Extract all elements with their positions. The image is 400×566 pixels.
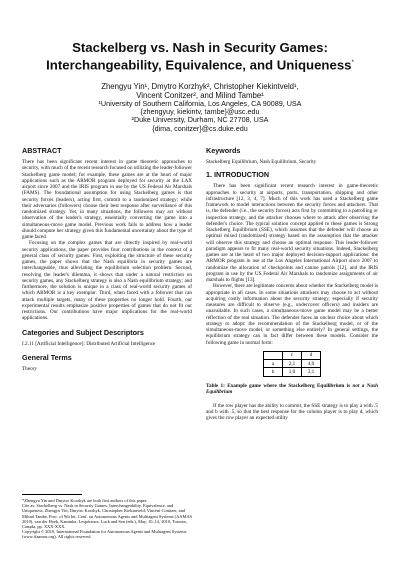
affiliation-usc: ¹University of Southern California, Los Angeles, CA 90089, USA xyxy=(98,99,302,108)
table-cell: c xyxy=(283,351,302,359)
caption-prefix: Table 1: Example game where the Stackelberg Equilibrium is xyxy=(206,382,351,389)
email-usc: {zhengyuy, kiekintv, tambe}@usc.edu xyxy=(140,107,260,117)
intro-paragraph-2: However, there are legitimate concerns about whether the Stackelberg model is appropriate in all cases. In some situations attackers may choose to act without acquiring costly information about the security strategy, especially if security measures are difficult to observe (e.g., undercover officers) and insiders are unavailable. In such cases, a simultaneous-move game model may be a better reflection of the real situation. The defender faces an unclear choice about which strategy to adopt: the recommendation of the Stackelberg model, or of the simultaneous-move model, or something else entirely? In general settings, the equilibrium strategy can in fact differ between these models. Consider the following game in normal form: xyxy=(206,283,378,346)
table-cell: b xyxy=(264,368,283,376)
footnote-block xyxy=(22,494,192,540)
title-footnote-mark: * xyxy=(351,59,354,66)
email-duke: {dima, conitzer}@cs.duke.edu xyxy=(152,123,248,133)
footnote-copyright: Copyright © 2010, International Foundation for Autonomous Agents and Multiagent Systems (www.ifaamas.org). All rights reserved. xyxy=(22,529,187,540)
footnote-rule xyxy=(22,494,82,495)
table-cell xyxy=(264,351,283,359)
paper-title xyxy=(20,40,380,72)
caption-suffix: not a Nash Equilibrium xyxy=(206,382,378,395)
categories-text: I.2.11 [Artificial Intelligence]: Distributed Artificial Intelligence xyxy=(22,340,156,347)
categories-heading: Categories and Subject Descriptors xyxy=(22,327,144,337)
intro-paragraph-3: If the row player has the ability to commit, the SSE strategy is to play a with .5 and b with .5, so that the best response for the column player is to play d, which gives the row player an expected utility xyxy=(206,402,378,422)
abstract-paragraph-1: There has been significant recent interest in game theoretic approaches to security, with much of the recent research focused on utilizing the leader-follower Stackelberg game model; for example, these games are at the heart of major applications such as the ARMOR program deployed for security at the LAX airport since 2007 and the IRIS program in use by the US Federal Air Marshals (FAMS). The foundational assumption for using Stackelberg games is that security forces (leaders), acting first, commit to a randomized strategy; while their adversaries (followers) choose their best response after surveillance of this randomized strategy. Yet, in many situations, the followers may act without observation of the leader's strategy, essentially converting the game into a simultaneous-move game model. Previous work fails to address how a leader should compute her strategy given this fundamental uncertainty about the type of game faced. xyxy=(22,159,192,240)
general-terms-text: Theory xyxy=(22,365,37,372)
title-line-2: Interchangeability, Equivalence, and Uniqueness xyxy=(46,56,352,72)
abstract-paragraph-2: Focusing on the complex games that are directly inspired by real-world security applications, the paper provides four contributions in the context of a general class of security games. First, exploiting the structure of these security games, the paper shows that the Nash equilibria in security games are interchangeable, thus alleviating the equilibrium selection problem. Second, resolving the leader's dilemma, it shows that under a natural restriction on security games, any Stackelberg strategy is also a Nash equilibrium strategy; and furthermore, the solution is unique in a class of real-world security games of which ARMOR is a key exemplar. Third, when faced with a follower that can attack multiple targets, many of these properties no longer hold. Fourth, our experimental results emphasize positive properties of games that do not fit our restrictions. Our contributions have major implications for the real-world applications. xyxy=(22,240,192,322)
general-terms-heading: General Terms xyxy=(22,352,72,362)
table-cell: d xyxy=(302,351,321,359)
footnote-cite: Cite as: Stackelberg vs. Nash in Security Games: Interchangeability, Equivalence, and Uniqueness, Zhengyu Yin, Dmytro Korzhyk, Christopher Kiekintveld, Vincent Conitzer, and Milind Tambe, Proc. of 9th Int. Conf. on Autonomous Agents and Multiagent Systems (AAMAS 2010), van der Hoek, Kaminka, Lespérance, Luck and Sen (eds.), May, 10–14, 2010, Toronto, Canada, pp. XXX-XXX. xyxy=(22,503,192,530)
title-line-1: Stackelberg vs. Nash in Security Games: xyxy=(72,40,328,55)
keywords-heading: Keywords xyxy=(206,146,241,155)
introduction-heading: 1. INTRODUCTION xyxy=(206,170,270,180)
author-names-2: Vincent Conitzer², and Milind Tambe¹ xyxy=(136,91,264,100)
table-caption xyxy=(206,383,378,395)
table-row xyxy=(264,360,321,368)
footnote-authors: *Zhengyu Yin and Dmytro Korzhyk are both first authors of this paper. xyxy=(22,498,148,503)
abstract-heading: ABSTRACT xyxy=(22,146,62,155)
table-cell: 1,0 xyxy=(283,368,302,376)
table-row xyxy=(264,351,321,359)
keywords-text: Stackelberg Equilibrium, Nash Equilibrium, Security xyxy=(206,159,317,165)
intro-paragraph-1: There has been significant recent research interest in game-theoretic approaches to security at airports, ports, transportation, shipping and other infrastructure [12, 3, 4, 7]. Much of this work has used a Stackelberg game framework to model interactions between the security forces and attackers. That is, the defender (i.e., the security forces) acts first by committing to a patrolling or inspection strategy, and the attacker chooses where to attack after observing the defender's choice. The typical solution concept applied to these games is Strong Stackelberg Equilibrium (SSE), which assumes that the defender will choose an optimal mixed (randomized) strategy based on the assumption that the attacker will observe this strategy and choose an optimal response. This leader-follower paradigm appears to fit many real-world security situations. Indeed, Stackelberg games are at the heart of two major deployed decision-support applications: the ARMOR program in use at the Los Angeles International Airport since 2007 to randomize the allocation of checkpoints and canine patrols [12], and the IRIS program in use by the US Federal Air Marshals to randomize assignments of air marshals to flights [13]. xyxy=(206,183,378,283)
table-cell: 4,0 xyxy=(302,360,321,368)
table-cell: a xyxy=(264,360,283,368)
table-row xyxy=(264,368,321,376)
right-column xyxy=(206,147,378,422)
table-cell: 2,1 xyxy=(283,360,302,368)
table-cell: 3,1 xyxy=(302,368,321,376)
game-table xyxy=(263,351,321,377)
left-column xyxy=(22,147,192,372)
categories-section xyxy=(22,329,192,347)
author-block xyxy=(30,82,370,133)
general-terms-section xyxy=(22,354,192,372)
author-names: Zhengyu Yin¹, Dmytro Korzhyk², Christopher Kiekintveld¹, xyxy=(101,82,299,91)
affiliation-duke: ²Duke University, Durham, NC 27708, USA xyxy=(131,115,269,125)
